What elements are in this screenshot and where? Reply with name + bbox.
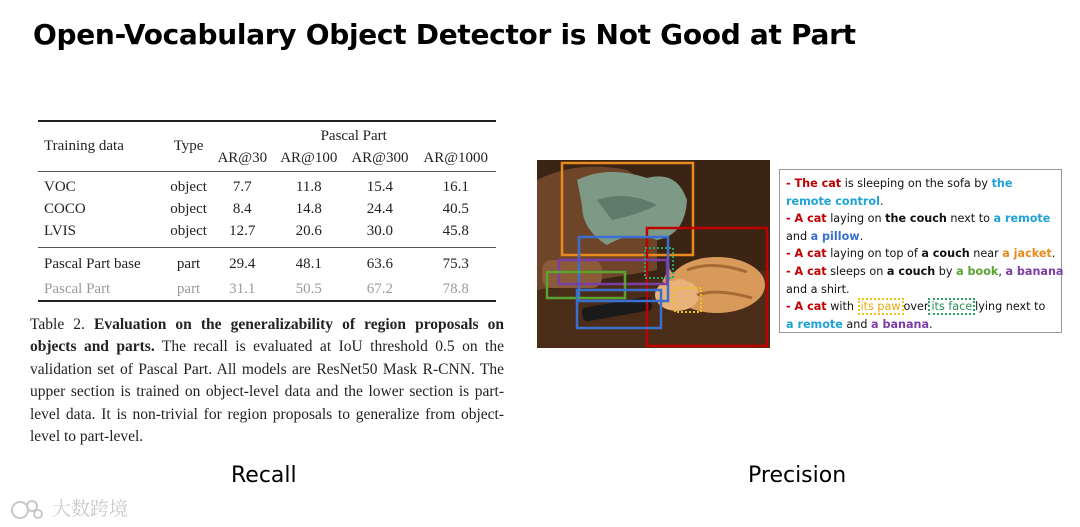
caption-line xyxy=(786,175,1061,193)
row-value: 8.4 xyxy=(232,201,252,217)
row-value: 78.8 xyxy=(442,280,469,297)
caption-line xyxy=(786,298,1061,316)
phrase-a-cat: A cat xyxy=(794,247,827,261)
results-table xyxy=(38,120,496,302)
row-type: part xyxy=(176,256,201,273)
row-value: 67.2 xyxy=(366,280,394,297)
row-value: 7.7 xyxy=(232,179,252,196)
caption-text: laying on xyxy=(826,212,886,226)
caption-line xyxy=(786,245,1061,263)
row-type: object xyxy=(170,201,207,217)
caption-line xyxy=(786,193,1061,211)
phrase-a-cat: A cat xyxy=(794,300,827,314)
caption-line xyxy=(786,281,1061,299)
row-value: 16.1 xyxy=(442,179,469,196)
table-row xyxy=(38,247,496,278)
table-row xyxy=(38,198,496,221)
phrase-the-cat: The cat xyxy=(794,177,842,190)
results-table-figure xyxy=(38,120,496,302)
row-name: VOC xyxy=(44,179,76,196)
watermark-text: 大数跨境 xyxy=(52,498,129,520)
table-row xyxy=(38,221,496,247)
row-value: 30.0 xyxy=(366,223,394,240)
row-value: 29.4 xyxy=(229,256,256,273)
bullet-dash: - xyxy=(786,177,795,190)
row-value: 15.4 xyxy=(366,179,394,196)
row-value: 45.8 xyxy=(442,223,469,240)
bullet-dash: - xyxy=(786,300,795,314)
caption-text: lying next to xyxy=(975,300,1046,314)
caption-text: and a shirt. xyxy=(786,282,850,296)
caption-text: with xyxy=(826,300,858,314)
phrase-a-jacket: a jacket xyxy=(1002,247,1052,261)
phrase-a-cat: A cat xyxy=(794,264,827,278)
header-type: Type xyxy=(173,137,204,154)
header-training-data: Training data xyxy=(44,137,124,154)
row-value: 50.5 xyxy=(295,280,322,297)
table-row xyxy=(38,278,496,301)
generated-captions-box xyxy=(779,169,1062,333)
phrase-a-cat: A cat xyxy=(794,212,827,226)
row-value: 40.5 xyxy=(442,201,469,217)
phrase-a-pillow: a pillow xyxy=(810,229,860,243)
caption-text: near xyxy=(969,247,1003,261)
recall-label: Recall xyxy=(231,463,297,488)
slide-title: Open-Vocabulary Object Detector is Not Good at Part xyxy=(33,18,856,51)
caption-text: by xyxy=(935,264,957,278)
row-type: object xyxy=(170,179,207,196)
phrase-the-couch: the couch xyxy=(885,212,947,226)
header-ar1000: AR@1000 xyxy=(423,150,489,167)
phrase-a-banana: a banana xyxy=(1005,264,1064,278)
bullet-dash: - xyxy=(786,247,795,261)
row-name: COCO xyxy=(44,201,86,217)
caption-label: Table 2. xyxy=(30,316,85,333)
caption-text: next to xyxy=(946,212,994,226)
row-value: 63.6 xyxy=(366,256,394,273)
caption-line xyxy=(786,316,1061,334)
row-value: 12.7 xyxy=(229,223,256,240)
caption-line xyxy=(786,210,1061,228)
header-ar30: AR@30 xyxy=(217,150,268,167)
row-value: 20.6 xyxy=(295,223,322,240)
phrase-its-paw: its paw xyxy=(858,298,904,315)
caption-body: The recall is evaluated at IoU threshold 0.5 on the validation set of Pascal Part. All models are ResNet50 Mask R-CNN. The upper section is trained on object-level data and the lower section is part-level data. It is non-trivial for region proposals to generalize from object-level to part-level. xyxy=(30,338,504,446)
phrase-the: the xyxy=(991,177,1013,190)
caption-line xyxy=(786,228,1061,246)
table-caption xyxy=(30,314,504,448)
header-ar100: AR@100 xyxy=(280,150,338,167)
caption-text: . xyxy=(1051,247,1056,261)
caption-text: , xyxy=(998,264,1006,278)
phrase-remote-control: remote control xyxy=(786,194,880,208)
caption-text: . xyxy=(879,194,884,208)
cat-photo xyxy=(537,160,770,348)
row-name: Pascal Part xyxy=(44,280,111,297)
caption-text: and xyxy=(786,229,811,243)
phrase-a-book: a book xyxy=(956,264,999,278)
precision-label: Precision xyxy=(748,463,847,488)
header-ar300: AR@300 xyxy=(351,150,409,167)
header-pascal-part: Pascal Part xyxy=(320,128,387,144)
watermark xyxy=(10,494,128,522)
row-value: 75.3 xyxy=(442,256,469,273)
caption-text: . xyxy=(929,317,933,331)
bullet-dash: - xyxy=(786,264,795,278)
table-row xyxy=(38,171,496,198)
caption-text: . xyxy=(859,229,864,243)
row-value: 31.1 xyxy=(229,280,256,297)
phrase-a-remote: a remote xyxy=(786,317,843,331)
phrase-a-couch: a couch xyxy=(886,264,936,278)
row-value: 11.8 xyxy=(295,179,322,196)
row-type: part xyxy=(176,280,201,297)
caption-bold: Evaluation on the generalizability of region proposals on objects and parts. xyxy=(30,316,504,356)
caption-text: over xyxy=(903,300,929,314)
row-value: 24.4 xyxy=(366,201,394,217)
caption-text: sleeps on xyxy=(826,264,887,278)
watermark-logo-icon xyxy=(10,498,46,522)
row-name: Pascal Part base xyxy=(44,256,141,273)
caption-text: laying on top of xyxy=(826,247,922,261)
row-value: 14.8 xyxy=(295,201,322,217)
row-type: object xyxy=(170,223,207,240)
caption-text: is sleeping on the sofa by xyxy=(841,177,992,190)
bullet-dash: - xyxy=(786,212,795,226)
caption-line xyxy=(786,263,1064,281)
cat-photo-illustration xyxy=(537,160,770,348)
phrase-its-face: its face xyxy=(928,298,975,315)
row-name: LVIS xyxy=(44,223,76,240)
phrase-a-banana: a banana xyxy=(871,317,930,331)
caption-text: and xyxy=(842,317,871,331)
row-value: 48.1 xyxy=(295,256,322,273)
phrase-a-couch: a couch xyxy=(921,247,970,261)
phrase-a-remote: a remote xyxy=(993,212,1051,226)
